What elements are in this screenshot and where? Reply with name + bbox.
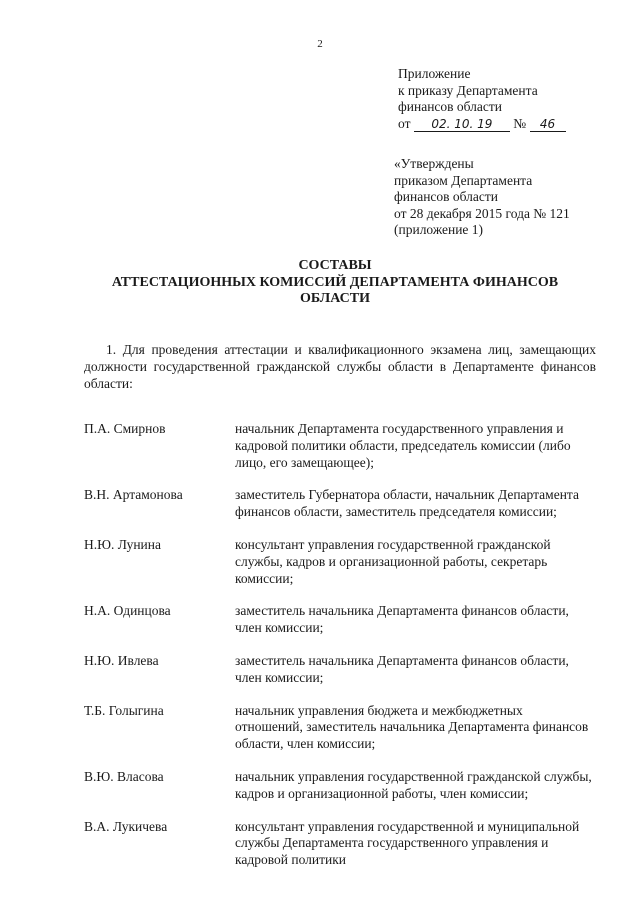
title-line: ОБЛАСТИ	[300, 291, 370, 306]
member-name: Н.Ю. Лунина	[84, 536, 161, 552]
member-role: заместитель начальника Департамента финансов области, член комиссии;	[235, 652, 569, 685]
order-date-line	[398, 116, 608, 133]
handwritten-date: 02. 10. 19	[414, 117, 510, 132]
appendix-block	[398, 66, 608, 132]
title-line: СОСТАВЫ	[298, 258, 372, 273]
appendix-line: к приказу Департамента	[398, 82, 538, 98]
member-role: начальник управления государственной гражданской службы, кадров и организационной работы, член комиссии;	[235, 768, 592, 801]
member-name: В.Ю. Власова	[84, 768, 164, 784]
page-number: 2	[317, 38, 323, 50]
intro-paragraph: 1. Для проведения аттестации и квалификационного экзамена лиц, замещающих должности государственной гражданской службы области в Департаменте финансов области:	[84, 342, 596, 391]
number-label: №	[513, 115, 527, 131]
approved-line: приказом Департамента	[394, 172, 533, 188]
member-name: В.А. Лукичева	[84, 818, 168, 834]
member-name: Н.А. Одинцова	[84, 603, 171, 619]
member-role: консультант управления государственной гражданской службы, кадров и организационной работы, секретарь комиссии;	[235, 536, 551, 586]
approved-block	[394, 156, 614, 239]
member-role: начальник Департамента государственного управления и кадровой политики области, председатель комиссии (либо лицо, его замещающее);	[235, 421, 571, 470]
member-role: заместитель начальника Департамента финансов области, член комиссии;	[235, 603, 569, 636]
member-row	[84, 537, 596, 587]
member-role: заместитель Губернатора области, начальник Департамента финансов области, заместитель председателя комиссии;	[235, 487, 579, 520]
from-label: от	[398, 115, 411, 131]
member-row	[84, 703, 596, 753]
member-name: Т.Б. Голыгина	[84, 702, 164, 718]
appendix-line: Приложение	[398, 66, 471, 81]
title-line: АТТЕСТАЦИОННЫХ КОМИССИЙ ДЕПАРТАМЕНТА ФИНАНСОВ	[111, 274, 559, 290]
member-row	[84, 421, 596, 471]
member-row	[84, 653, 596, 687]
member-role: консультант управления государственной и муниципальной службы Департамента государственного управления и кадровой политики	[235, 818, 580, 868]
member-name: В.Н. Артамонова	[84, 487, 183, 503]
approved-line: «Утверждены	[394, 156, 474, 171]
member-row	[84, 819, 596, 869]
approved-line: финансов области	[394, 189, 499, 204]
member-row	[84, 487, 596, 521]
appendix-line: финансов области	[398, 99, 503, 114]
member-row	[84, 603, 596, 637]
member-role: начальник управления бюджета и межбюджетных отношений, заместитель начальника Департамента финансов области, член комиссии;	[235, 702, 589, 752]
approved-line: (приложение 1)	[394, 222, 484, 237]
approved-line: от 28 декабря 2015 года № 121	[394, 205, 570, 221]
member-name: Н.Ю. Ивлева	[84, 652, 159, 668]
member-row	[84, 769, 596, 803]
handwritten-number: 46	[530, 117, 566, 132]
member-name: П.А. Смирнов	[84, 421, 166, 436]
document-title	[70, 258, 600, 308]
members-list	[84, 421, 596, 885]
